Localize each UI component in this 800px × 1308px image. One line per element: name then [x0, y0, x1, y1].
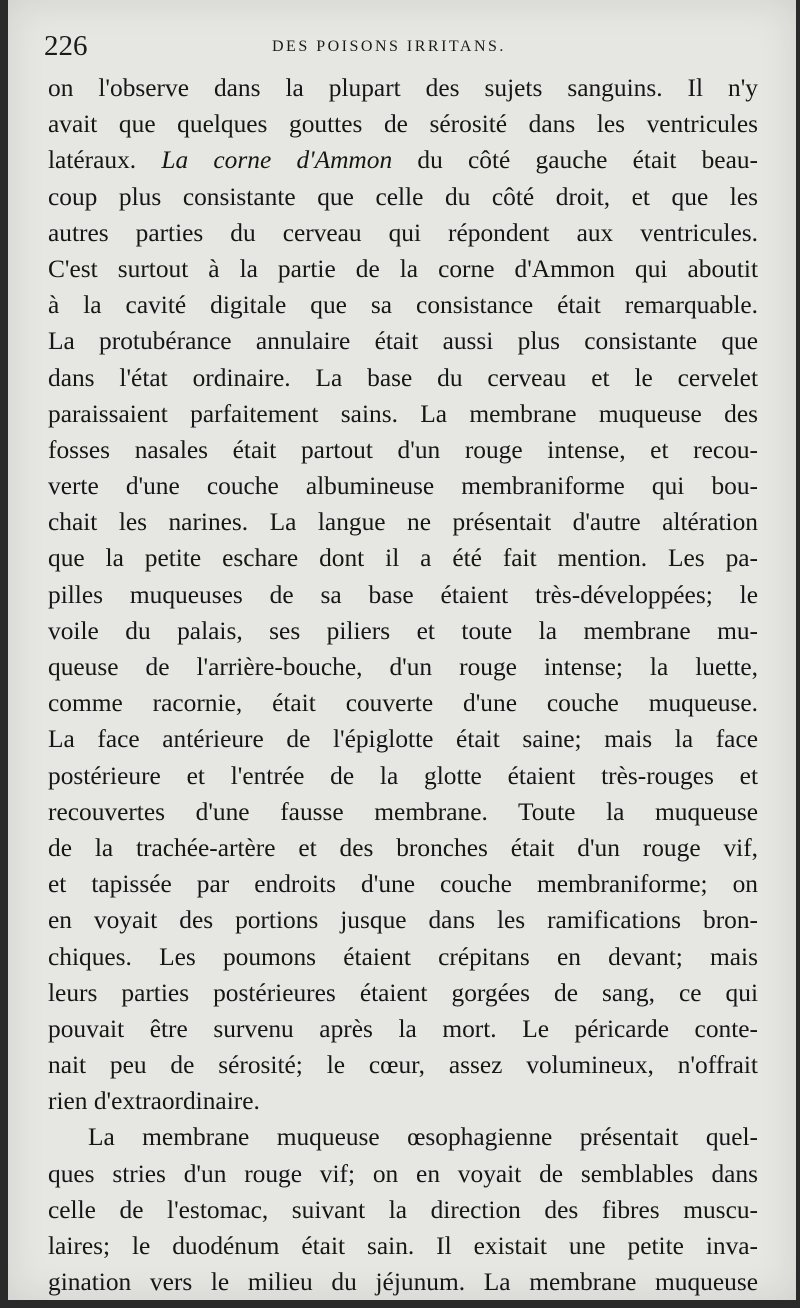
text-line: en voyait des portions jusque dans les ramifications bron- [48, 906, 758, 935]
text-line: on l'observe dans la plupart des sujets sanguins. Il n'y [48, 74, 758, 102]
text-line: de la trachée-artère et des bronches était d'un rouge vif, [48, 833, 758, 862]
text-line: autres parties du cerveau qui répondent aux ventricules. [48, 218, 758, 247]
book-page [8, 0, 796, 1300]
text-line: recouvertes d'une fausse membrane. Toute la muqueuse [48, 797, 758, 826]
text-line: gination vers le milieu du jéjunum. La membrane muqueuse [48, 1268, 758, 1297]
text-line: fosses nasales était partout d'un rouge intense, et recou- [48, 435, 758, 464]
text-line [48, 142, 758, 178]
text-line: leurs parties postérieures étaient gorgées de sang, ce qui [48, 978, 758, 1007]
text-line: C'est surtout à la partie de la corne d'Ammon qui aboutit [48, 254, 758, 283]
running-head: DES POISONS IRRITANS. [272, 38, 506, 55]
paragraph-start-line: La membrane muqueuse œsophagienne présentait quel- [88, 1123, 758, 1152]
text-line: comme racornie, était couverte d'une couche muqueuse. [48, 689, 758, 718]
italic-phrase: La corne d'Ammon [161, 146, 393, 175]
text-line: verte d'une couche albumineuse membraniforme qui bou- [48, 472, 758, 501]
text-line: postérieure et l'entrée de la glotte étaient très-rouges et [48, 761, 758, 790]
paragraph-end-line: rien d'extraordinaire. [48, 1087, 260, 1116]
text-line: avait que quelques gouttes de sérosité dans les ventricules [48, 110, 758, 139]
text-run: du côté gauche était beau- [392, 146, 758, 175]
text-line: La face antérieure de l'épiglotte était saine; mais la face [48, 725, 758, 754]
text-line: La protubérance annulaire était aussi plus consistante que [48, 327, 758, 356]
text-line: à la cavité digitale que sa consistance était remarquable. [48, 291, 758, 320]
page-header [44, 28, 764, 64]
text-line: voile du palais, ses piliers et toute la membrane mu- [48, 616, 758, 645]
text-line: queuse de l'arrière-bouche, d'un rouge intense; la luette, [48, 653, 758, 681]
text-line: chait les narines. La langue ne présentait d'autre altération [48, 508, 758, 537]
text-line: chiques. Les poumons étaient crépitans en devant; mais [48, 942, 758, 971]
text-line: celle de l'estomac, suivant la direction des fibres muscu- [48, 1195, 758, 1224]
body-text [48, 70, 758, 1300]
text-line: ques stries d'un rouge vif; on en voyait de semblables dans [48, 1159, 758, 1188]
text-run: latéraux. [48, 146, 162, 175]
text-line: que la petite eschare dont il a été fait mention. Les pa- [48, 544, 758, 573]
text-line: coup plus consistante que celle du côté droit, et que les [48, 182, 758, 211]
text-line: pilles muqueuses de sa base étaient très-développées; le [48, 580, 758, 609]
text-line: nait peu de sérosité; le cœur, assez volumineux, n'offrait [48, 1051, 758, 1080]
text-line: paraissaient parfaitement sains. La membrane muqueuse des [48, 399, 758, 428]
text-line: dans l'état ordinaire. La base du cerveau et le cervelet [48, 363, 758, 392]
text-line: et tapissée par endroits d'une couche membraniforme; on [48, 870, 758, 899]
page-number: 226 [44, 30, 88, 62]
text-line: laires; le duodénum était sain. Il existait une petite inva- [48, 1232, 758, 1260]
text-line: pouvait être survenu après la mort. Le péricarde conte- [48, 1014, 758, 1043]
